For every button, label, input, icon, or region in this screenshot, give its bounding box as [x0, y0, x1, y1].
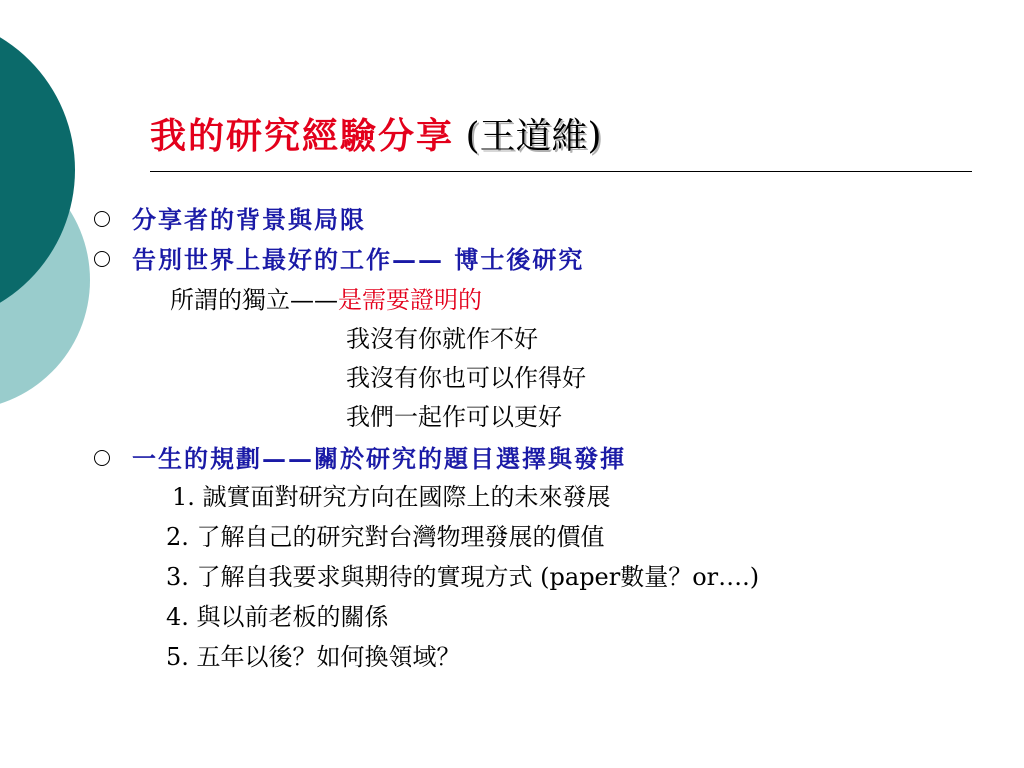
numbered-item: 4. 與以前老板的關係 — [166, 603, 389, 631]
title-main: 我的研究經驗分享 — [150, 115, 455, 157]
hollow-circle-bullet-icon — [94, 450, 110, 466]
numbered-item: 5. 五年以後？如何換領域？ — [166, 643, 461, 671]
bullet-heading: 一生的規劃——關於研究的題目選擇與發揮 — [132, 444, 626, 473]
numbered-item: 3. 了解自我要求與期待的實現方式 (paper數量？or….) — [166, 563, 760, 591]
bullet-item — [94, 204, 366, 236]
sub-line: 我沒有你就作不好 — [346, 325, 538, 353]
bullet-heading: 分享者的背景與局限 — [132, 205, 366, 234]
sub-line-prefix: 所謂的獨立—— — [170, 286, 338, 314]
bullet-item — [94, 244, 584, 276]
title-author: (王道維) — [465, 116, 602, 157]
sub-line — [170, 284, 482, 316]
hollow-circle-bullet-icon — [94, 251, 110, 267]
hollow-circle-bullet-icon — [94, 211, 110, 227]
numbered-item: 2. 了解自己的研究對台灣物理發展的價值 — [166, 523, 605, 551]
bullet-heading: 告別世界上最好的工作—— 博士後研究 — [132, 245, 585, 274]
title-underline — [150, 171, 972, 172]
bullet-item — [94, 443, 626, 475]
sub-line: 我們一起作可以更好 — [346, 403, 562, 431]
slide-title — [150, 112, 602, 161]
numbered-item: 1. 誠實面對研究方向在國際上的未來發展 — [172, 483, 611, 511]
sub-line-highlight: 是需要證明的 — [338, 286, 482, 314]
sub-line: 我沒有你也可以作得好 — [346, 364, 586, 392]
